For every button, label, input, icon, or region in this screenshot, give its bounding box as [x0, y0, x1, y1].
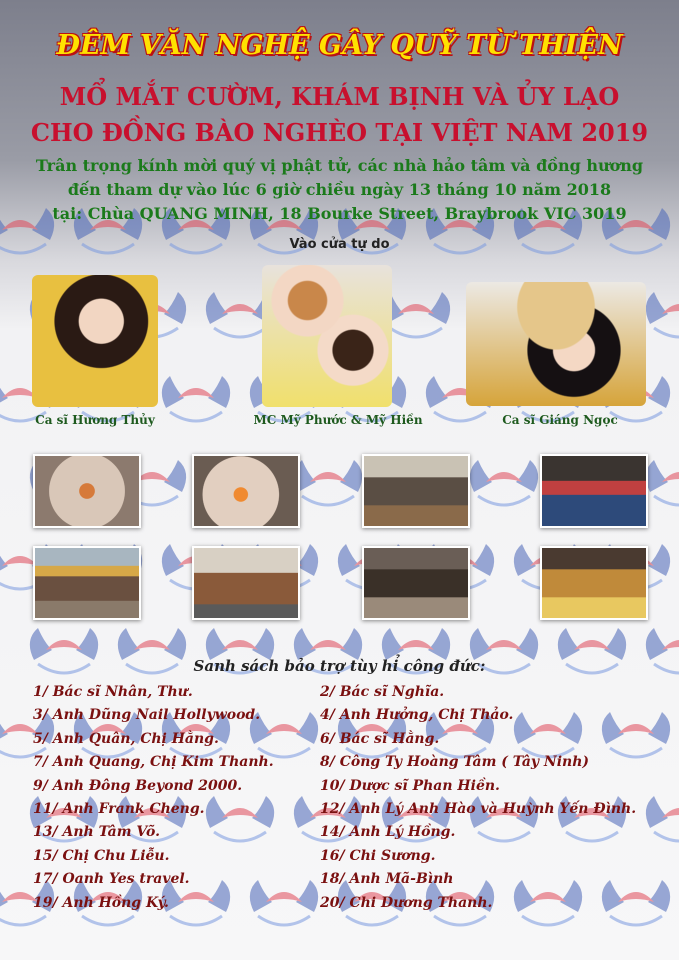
photo-monks-group [192, 546, 300, 620]
invitation-line1: Trân trọng kính mời quý vị phật tử, các nhà hảo tâm và đồng hương [35, 156, 644, 175]
photo-group-banner [33, 546, 141, 620]
sponsor-item: 19/ Anh Hồng Ký. [33, 894, 169, 911]
event-subtitle-line2: CHO ĐỒNG BÀO NGHÈO TẠI VIỆT NAM 2019 [30, 118, 649, 147]
sponsor-item: 5/ Anh Quân, Chị Hằng. [33, 730, 219, 747]
performer-portrait-giang-ngoc [466, 282, 646, 406]
performer-portrait-my-phuoc-my-hien [262, 265, 392, 407]
sponsor-item: 18/ Anh Mã-Bình [320, 871, 454, 888]
invitation-line3: tại: Chùa QUANG MINH, 18 Bourke Street, Braybrook VIC 3019 [52, 204, 627, 223]
sponsor-item: 10/ Dược sĩ Phan Hiền. [320, 777, 500, 794]
sponsors-title: Sanh sách bảo trợ tùy hỉ công đức: [193, 657, 486, 675]
event-subtitle-line1: MỔ MẮT CƯỜM, KHÁM BỊNH VÀ ỦY LẠO [59, 82, 620, 111]
photo-clinic [540, 454, 648, 528]
performer-caption: Ca sĩ Giáng Ngọc [502, 413, 618, 427]
sponsor-item: 8/ Công Ty Hoàng Tâm ( Tây Ninh) [320, 754, 590, 771]
sponsor-item: 11/ Anh Frank Cheng. [33, 801, 205, 817]
sponsor-item: 4/ Anh Hưởng, Chị Thảo. [320, 707, 514, 724]
free-entry-note: Vào cửa tự do [289, 237, 390, 252]
photo-eye-surgery-1 [33, 454, 141, 528]
sponsor-item: 1/ Bác sĩ Nhân, Thư. [33, 684, 193, 700]
photo-monks-distribution [540, 546, 648, 620]
sponsor-item: 14/ Anh Lý Hồng. [320, 824, 456, 841]
invitation-line2: đến tham dự vào lúc 6 giờ chiều ngày 13 tháng 10 năm 2018 [67, 180, 612, 199]
sponsor-item: 12/ Anh Lý Anh Hào và Huỳnh Yến Đình. [320, 801, 637, 817]
sponsor-item: 15/ Chị Chu Liễu. [33, 847, 170, 864]
photo-eye-surgery-2 [192, 454, 300, 528]
sponsor-item: 20/ Chi Dương Thanh. [320, 894, 493, 911]
performer-portrait-huong-thuy [32, 275, 158, 407]
sponsor-item: 7/ Anh Quang, Chị Kim Thanh. [33, 754, 274, 771]
photo-crowd-1 [362, 454, 470, 528]
performer-caption: Ca sĩ Hương Thủy [35, 413, 155, 427]
sponsor-item: 2/ Bác sĩ Nghĩa. [320, 684, 445, 700]
event-title: ĐÊM VĂN NGHỆ GÂY QUỸ TỪ THIỆN [56, 30, 623, 61]
sponsor-item: 13/ Anh Tâm Võ. [33, 824, 160, 841]
sponsor-item: 17/ Oanh Yes travel. [33, 871, 190, 888]
sponsor-item: 16/ Chi Sương. [320, 847, 436, 864]
sponsor-item: 3/ Anh Dũng Nail Hollywood. [33, 707, 261, 724]
sponsor-item: 6/ Bác sĩ Hằng. [320, 730, 440, 747]
sponsor-item: 9/ Anh Đông Beyond 2000. [33, 777, 243, 794]
performer-caption: MC Mỹ Phước & Mỹ Hiền [253, 413, 423, 427]
photo-crowd-2 [362, 546, 470, 620]
